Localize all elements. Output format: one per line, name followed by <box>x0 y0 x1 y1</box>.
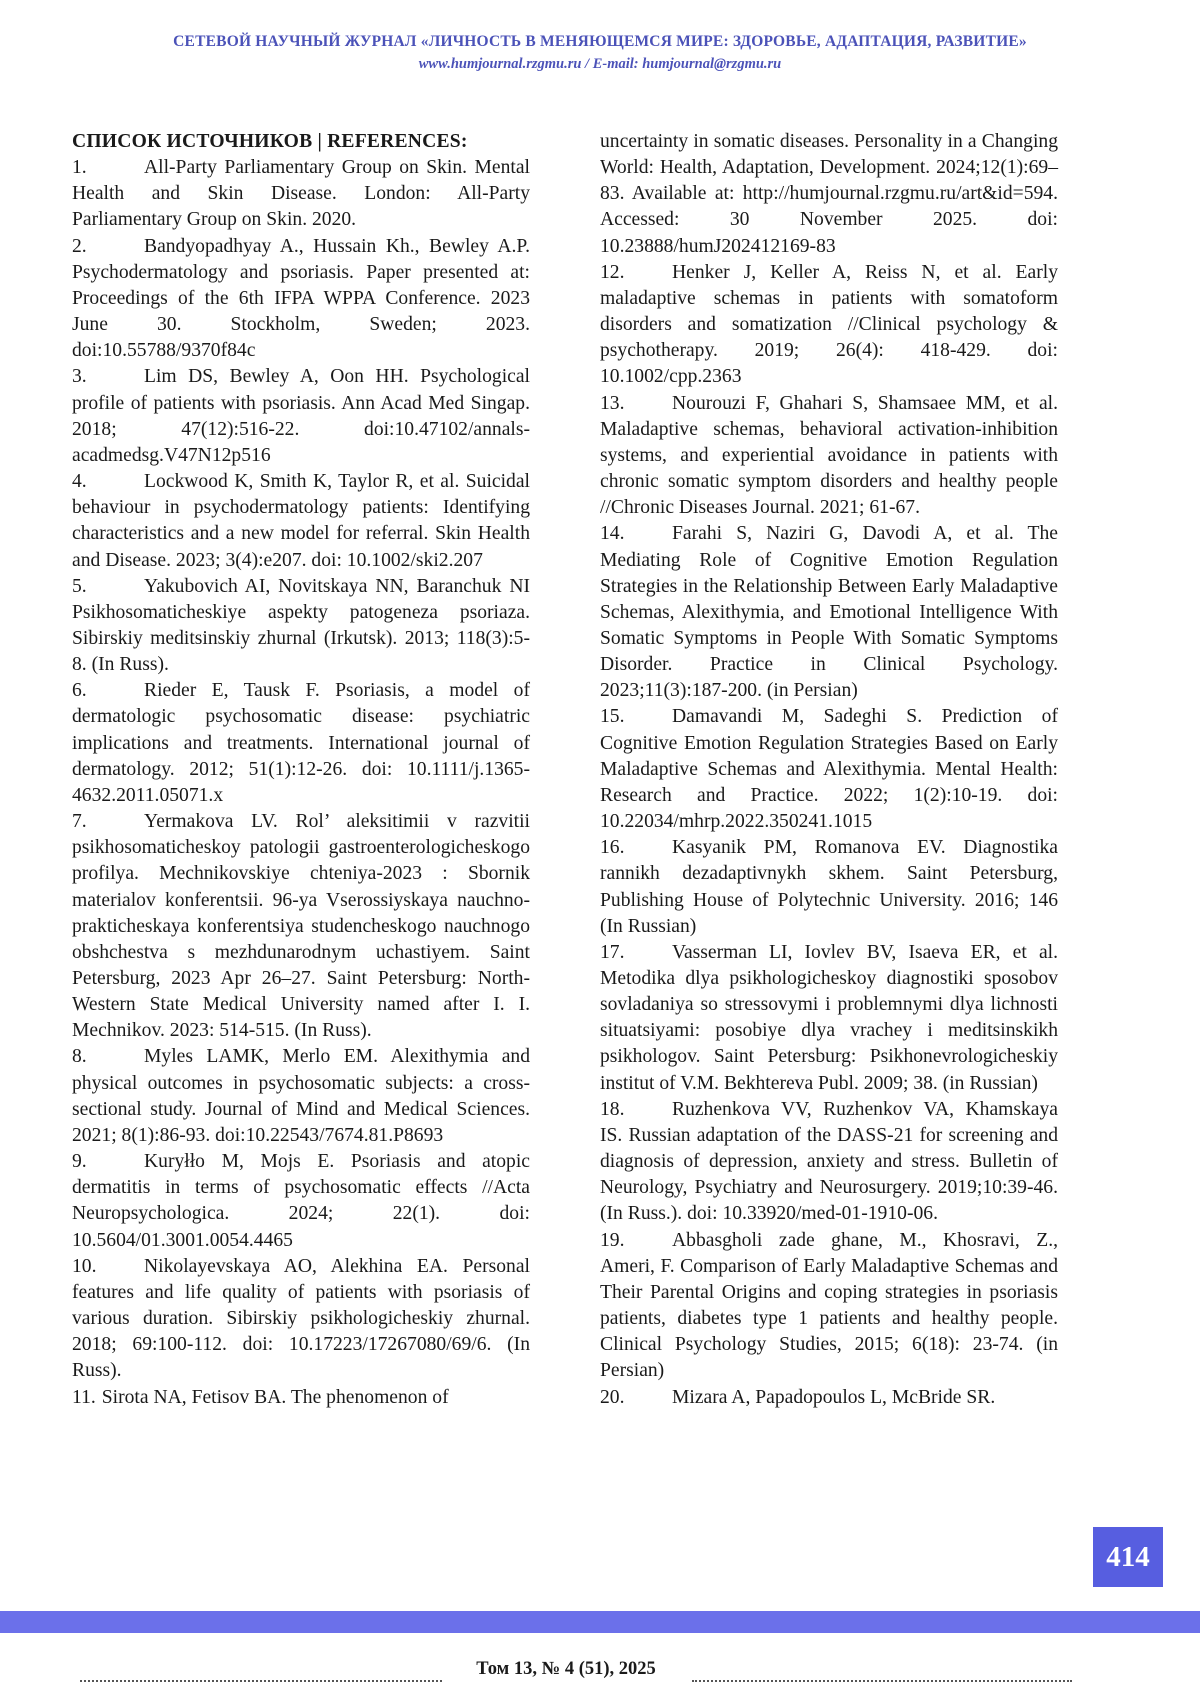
references-column-left <box>72 129 530 1411</box>
reference-item: 16. Kasyanik PM, Romanova EV. Diagnostika rannikh dezadaptivnykh skhem. Saint Petersburg, Publishing House of Polytechnic University. 2016; 146 (In Russian) <box>600 837 1058 937</box>
reference-item: 8. Myles LAMK, Merlo EM. Alexithymia and physical outcomes in psychosomatic subjects: a cross-sectional study. Journal of Mind and Medical Sciences. 2021; 8(1):86-93. doi:10.22543/7674.81.P8693 <box>72 1046 530 1146</box>
reference-item: 4. Lockwood K, Smith K, Taylor R, et al. Suicidal behaviour in psychodermatology patients: Identifying characteristics and a new model for referral. Skin Health and Disease. 2023; 3(4):e207. doi: 10.1002/ski2.207 <box>72 471 530 571</box>
reference-item: 5. Yakubovich AI, Novitskaya NN, Baranchuk NI Psikhosomaticheskiye aspekty patogeneza psoriaza. Sibirskiy meditsinskiy zhurnal (Irkutsk). 2013; 118(3):5-8. (In Russ). <box>72 575 530 676</box>
page-number: 414 <box>1093 1527 1163 1587</box>
reference-item: 7. Yermakova LV. Rol’ aleksitimii v razvitii psikhosomaticheskoy patologii gastroenterologicheskogo profilya. Mechnikovskiye chteniya-2023 : Sbornik materialov konferentsii. 96-ya Vserossiyskaya nauchno-prakticheskaya konferentsiya studencheskogo nauchnogo obshchestva s mezhdunarodnym uchastiyem. Saint Petersburg, 2023 Apr 26–27. Saint Petersburg: North-Western State Medical University named after I. I. Mechnikov. 2023: 514-515. (In Russ). <box>72 811 530 1042</box>
reference-item: 10. Nikolayevskaya AO, Alekhina EA. Personal features and life quality of patients with psoriasis of various duration. Sibirskiy psikhologicheskiy zhurnal. 2018; 69:100-112. doi: 10.17223/17267080/69/6. (In Russ). <box>72 1255 530 1382</box>
reference-continuation: uncertainty in somatic diseases. Personality in a Changing World: Health, Adaptation, Development. 2024;12(1):69–83. Available at: http://humjournal.rzgmu.ru/art&id=594. Accessed: 30 November 2025. doi: 10.23888/humJ202412169-83 <box>600 131 1058 257</box>
reference-item: 1. All-Party Parliamentary Group on Skin. Mental Health and Skin Disease. London: All-Party Parliamentary Group on Skin. 2020. <box>72 157 530 231</box>
journal-contacts[interactable]: www.humjournal.rzgmu.ru / E-mail: humjournal@rzgmu.ru <box>418 56 782 72</box>
reference-item: 15. Damavandi M, Sadeghi S. Prediction of Cognitive Emotion Regulation Strategies Based on Early Maladaptive Schemas and Alexithymia. Mental Health: Research and Practice. 2022; 1(2):10-19. doi: 10.22034/mhrp.2022.350241.1015 <box>600 706 1058 833</box>
reference-item: 2. Bandyopadhyay A., Hussain Kh., Bewley A.P. Psychodermatology and psoriasis. Paper presented at: Proceedings of the 6th IFPA WPPA Conference. 2023 June 30. Stockholm, Sweden; 2023. doi:10.55788/9370f84c <box>72 235 530 362</box>
footer-dotted-rule-right <box>692 1680 1072 1682</box>
references-column-right <box>600 129 1058 1411</box>
journal-title: СЕТЕВОЙ НАУЧНЫЙ ЖУРНАЛ «ЛИЧНОСТЬ В МЕНЯЮЩЕМСЯ МИРЕ: ЗДОРОВЬЕ, АДАПТАЦИЯ, РАЗВИТИЕ» <box>173 33 1027 50</box>
reference-item: 13. Nourouzi F, Ghahari S, Shamsaee MM, et al. Maladaptive schemas, behavioral activation-inhibition systems, and experiential avoidance in patients with chronic somatic symptom disorders and healthy people //Chronic Diseases Journal. 2021; 61-67. <box>600 392 1058 519</box>
reference-item: 20. Mizara A, Papadopoulos L, McBride SR. <box>600 1386 996 1408</box>
reference-item: 3. Lim DS, Bewley A, Oon HH. Psychological profile of patients with psoriasis. Ann Acad Med Singap. 2018; 47(12):516-22. doi:10.47102/annals-acadmedsg.V47N12p516 <box>72 366 530 466</box>
reference-item: 18. Ruzhenkova VV, Ruzhenkov VA, Khamskaya IS. Russian adaptation of the DASS-21 for screening and diagnosis of depression, anxiety and stress. Bulletin of Neurology, Psychiatry and Neurosurgery. 2019;10:39-46. (In Russ.). doi: 10.33920/med-01-1910-06. <box>600 1098 1058 1225</box>
reference-item: 12. Henker J, Keller A, Reiss N, et al. Early maladaptive schemas in patients with somatoform disorders and somatization //Clinical psychology & psychotherapy. 2019; 26(4): 418-429. doi: 10.1002/cpp.2363 <box>600 261 1058 388</box>
reference-item: 19. Abbasgholi zade ghane, M., Khosravi, Z., Ameri, F. Comparison of Early Maladaptive Schemas and Their Parental Origins and coping strategies in psoriasis patients, diabetes type 1 patients and healthy people. Clinical Psychology Studies, 2015; 6(18): 23-74. (in Persian) <box>600 1229 1058 1382</box>
reference-item: 6. Rieder E, Tausk F. Psoriasis, a model of dermatologic psychosomatic disease: psychiatric implications and treatments. International journal of dermatology. 2012; 51(1):12-26. doi: 10.1111/j.1365-4632.2011.05071.x <box>72 680 530 806</box>
footer-band <box>0 1611 1200 1633</box>
footer-dotted-rule-left <box>80 1680 442 1682</box>
footer-issue: Том 13, № 4 (51), 2025 <box>476 1659 656 1679</box>
reference-item: 9. Kuryłło M, Mojs E. Psoriasis and atopic dermatitis in terms of psychosomatic effects //Acta Neuropsychologica. 2024; 22(1). doi: 10.5604/01.3001.0054.4465 <box>72 1151 530 1251</box>
reference-item: 14. Farahi S, Naziri G, Davodi A, et al. The Mediating Role of Cognitive Emotion Regulation Strategies in the Relationship Between Early Maladaptive Schemas, Alexithymia, and Emotional Intelligence With Somatic Symptoms in People With Somatic Symptoms Disorder. Practice in Clinical Psychology. 2023;11(3):187-200. (in Persian) <box>600 523 1058 702</box>
reference-item: 17. Vasserman LI, Iovlev BV, Isaeva ER, et al. Metodika dlya psikhologicheskoy diagnostiki sposobov sovladaniya so stressovymi i problemnymi dlya lichnosti situatsiyami: posobiye dlya vrachey i meditsinskikh psikhologov. Saint Petersburg: Psikhonevrologicheskiy institut of V.M. Bekhtereva Publ. 2009; 38. (in Russian) <box>600 941 1058 1094</box>
section-heading: СПИСОК ИСТОЧНИКОВ | REFERENCES: <box>72 131 468 152</box>
reference-item: 11. Sirota NA, Fetisov BA. The phenomenon of <box>72 1386 449 1408</box>
